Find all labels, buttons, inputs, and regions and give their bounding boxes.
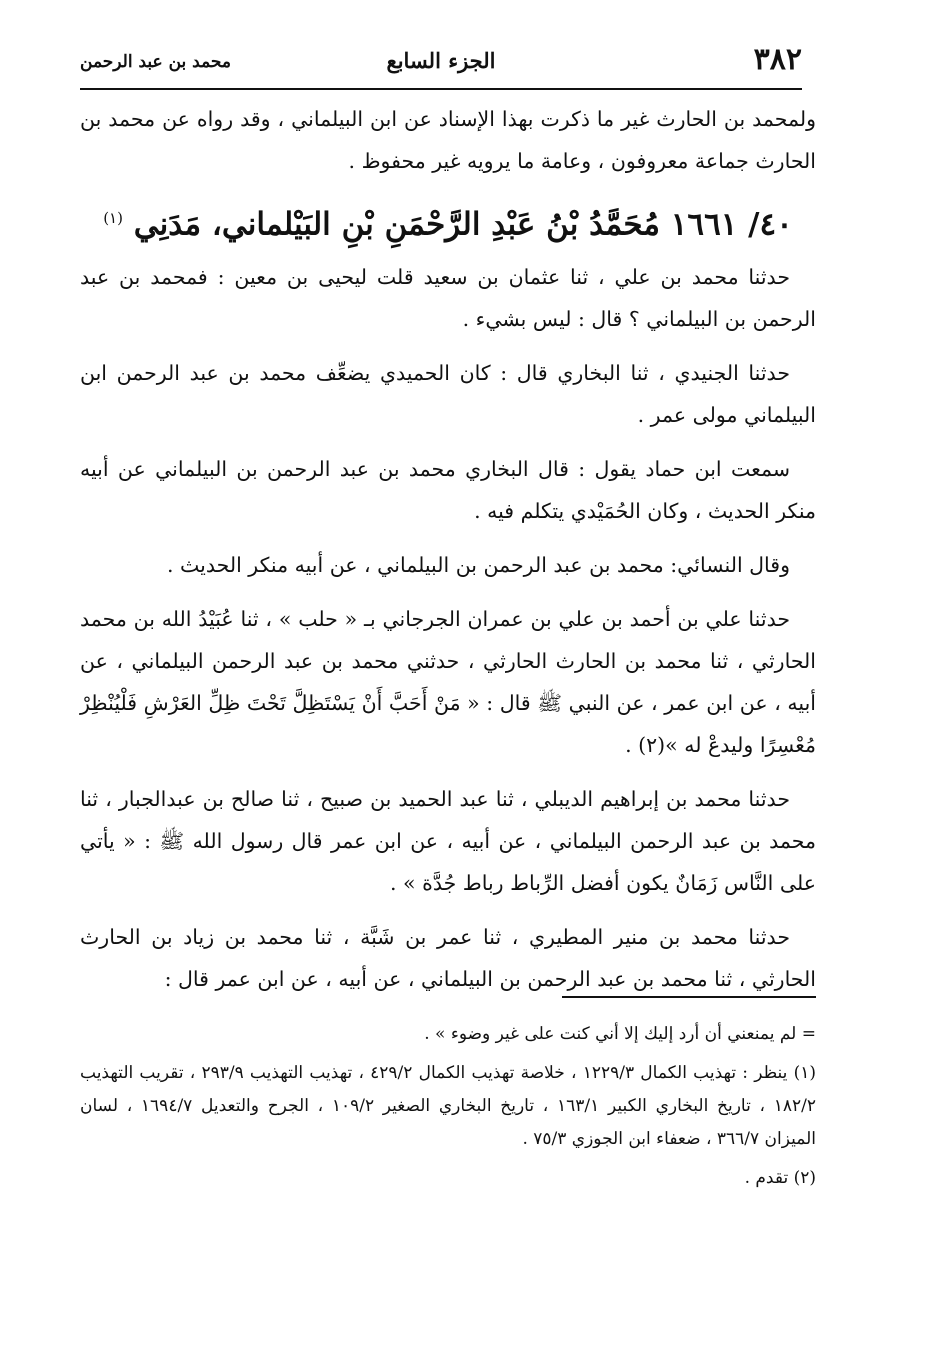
paragraph-4: سمعت ابن حماد يقول : قال البخاري محمد بن عبد الرحمن بن البيلماني عن أبيه منكر الحديث ، وكان الحُمَيْدي يتكلم فيه .: [80, 457, 816, 524]
paragraph-1: ولمحمد بن الحارث غير ما ذكرت بهذا الإسناد عن ابن البيلماني ، وقد رواه عن محمد بن الحارث جماعة معروفون ، وعامة ما يرويه غير محفوظ .: [80, 107, 816, 173]
footnotes: [80, 1018, 816, 1201]
entry-title-text: ٤٠/ ١٦٦١ مُحَمَّدُ بْنُ عَبْدِ الرَّحْمَنِ بْنِ البَيْلماني، مَدَنِي: [133, 206, 793, 243]
entry-footnote-marker: (١): [103, 209, 123, 227]
entry-title: [80, 194, 816, 248]
footnote-1: (١) ينظر : تهذيب الكمال ١٢٢٩/٣ ، خلاصة تهذيب الكمال ٤٢٩/٢ ، تهذيب التهذيب ٢٩٣/٩ ، تقريب التهذيب ١٨٢/٢ ، تاريخ البخاري الكبير ١٦٣/١ ، تاريخ البخاري الصغير ١٠٩/٢ ، الجرح والتعديل ١٦٩٤/٧ ، لسان الميزان ٣٦٦/٧ ، ضعفاء ابن الجوزي ٧٥/٣ .: [80, 1063, 817, 1149]
part-title: الجزء السابع: [386, 48, 496, 73]
paragraph-6: حدثنا علي بن أحمد بن علي بن عمران الجرجاني بـ « حلب » ، ثنا عُبَيْدُ الله بن محمد الحارثي ، ثنا محمد بن الحارث الحارثي ، حدثني محمد بن عبد الرحمن البيلماني ، عن أبيه ، عن ابن عمر ، عن النبي ﷺ قال : « مَنْ أَحَبَّ أَنْ يَسْتَظِلَّ تَحْتَ ظِلِّ العَرْشِ فَلْيُنْظِرْ مُعْسِرًا وليدعْ له »(٢) .: [80, 607, 816, 758]
paragraph-3: حدثنا الجنيدي ، ثنا البخاري قال : كان الحميدي يضعِّف محمد بن عبد الرحمن ابن البيلماني مولى عمر .: [80, 361, 816, 428]
footnote-2: (٢) تقدم .: [744, 1168, 816, 1188]
footnote-separator: [562, 996, 816, 998]
footnote-continuation: = لم يمنعني أن أرد إليك إلا أني كنت على غير وضوء » .: [424, 1024, 816, 1044]
page-number: ٣٨٢: [753, 42, 802, 77]
paragraph-5: وقال النسائي: محمد بن عبد الرحمن بن البيلماني ، عن أبيه منكر الحديث .: [166, 553, 790, 578]
running-title: محمد بن عبد الرحمن: [80, 52, 232, 72]
page-header: [80, 44, 802, 90]
paragraph-8: حدثنا محمد بن منير المطيري ، ثنا عمر بن شَبَّة ، ثنا محمد بن زياد بن الحارث الحارثي ، ثنا محمد بن عبد الرحمن بن البيلماني ، عن أبيه ، عن ابن عمر قال :: [80, 925, 816, 992]
paragraph-7: حدثنا محمد بن إبراهيم الديبلي ، ثنا عبد الحميد بن صبيح ، ثنا صالح بن عبدالجبار ، ثنا محمد بن عبد الرحمن البيلماني ، عن أبيه ، عن ابن عمر قال رسول الله ﷺ : « يأتي على النَّاس زَمَانٌ يكون أفضل الرِّباط رباط جُدَّة » .: [80, 787, 816, 896]
paragraph-2: حدثنا محمد بن علي ، ثنا عثمان بن سعيد قلت ليحيى بن معين : فمحمد بن عبد الرحمن بن البيلماني ؟ قال : ليس بشيء .: [80, 265, 816, 332]
main-text: [80, 98, 816, 1012]
